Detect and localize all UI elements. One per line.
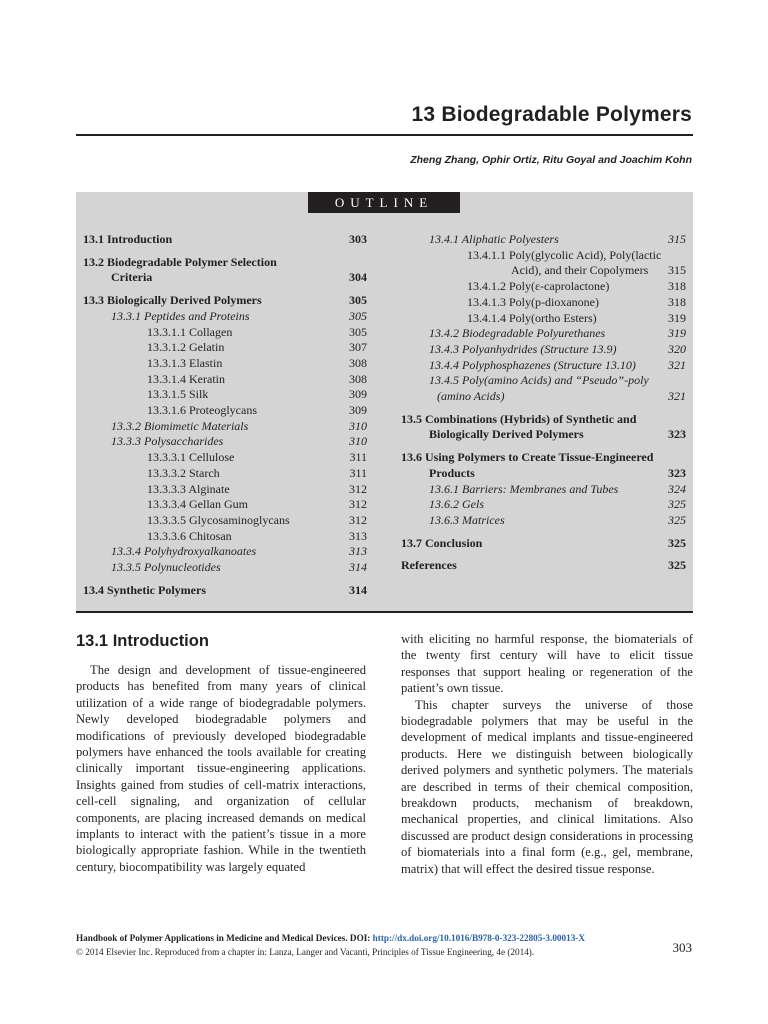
section-heading: 13.1 Introduction: [76, 632, 209, 650]
outline-entry-title: Acid), and their Copolymers: [511, 263, 649, 278]
outline-entry: [401, 326, 686, 342]
outline-entry-page: 310: [349, 418, 367, 433]
outline-entry: [401, 497, 686, 513]
outline-entry: [83, 482, 367, 498]
outline-entry-title: 13.4 Synthetic Polymers: [83, 582, 206, 597]
outline-entry-page: 319: [668, 326, 686, 341]
outline-entry: [401, 513, 686, 529]
outline-entry-page: 308: [349, 371, 367, 386]
outline-label: OUTLINE: [308, 192, 460, 213]
outline-entry: [401, 373, 686, 389]
outline-entry-page: 325: [668, 535, 686, 550]
outline-entry-title: Criteria: [111, 270, 153, 285]
outline-entry: [401, 295, 686, 311]
outline-entry: [83, 255, 367, 271]
outline-entry-title: 13.4.1.4 Poly(ortho Esters): [467, 310, 597, 325]
outline-entry: [401, 358, 686, 374]
outline-entry-title: 13.3.3.6 Chitosan: [147, 528, 232, 543]
body-paragraph: This chapter surveys the universe of those biodegradable polymers that may be useful in the development of medical implants and tissue-engineered products. Here we distinguish between biologically derived polymers and synthetic polymers. The materials are described in terms of their chemical composition, breakdown products, mechanism of breakdown, mechanical properties, and clinical limitations. Also discussed are product design considerations in processing of biomaterials into a final form (e.g., gel, membrane, matrix) that will effect the desired tissue response.: [401, 697, 693, 876]
outline-entry-title: 13.3.4 Polyhydroxyalkanoates: [111, 544, 257, 559]
outline-entry-page: 309: [349, 387, 367, 402]
body-left-column: [76, 662, 366, 875]
outline-entry-title: Products: [429, 465, 475, 480]
outline-entry-title: 13.3.5 Polynucleotides: [111, 560, 221, 575]
outline-entry-page: 320: [668, 341, 686, 356]
outline-entry-title: 13.4.1.2 Poly(ε-caprolactone): [467, 279, 610, 294]
outline-entry: [401, 536, 686, 552]
outline-entry-title: 13.3 Biologically Derived Polymers: [83, 293, 262, 308]
footer-book: Handbook of Polymer Applications in Medicine and Medical Devices. DOI:: [76, 933, 371, 943]
outline-entry-page: 305: [349, 308, 367, 323]
outline-entry-title: 13.6 Using Polymers to Create Tissue-Engineered: [401, 450, 654, 465]
outline-entry-page: 313: [349, 528, 367, 543]
outline-entry-title: 13.7 Conclusion: [401, 535, 483, 550]
outline-entry-page: 305: [349, 293, 367, 308]
outline-entry: [401, 482, 686, 498]
body-paragraph: with eliciting no harmful response, the biomaterials of the twenty first century will have to elicit tissue responses that support healing or regeneration of the patient’s own tissue.: [401, 632, 693, 696]
outline-entry-page: 321: [668, 389, 686, 404]
outline-entry-title: 13.6.1 Barriers: Membranes and Tubes: [429, 481, 619, 496]
outline-entry-page: 321: [668, 357, 686, 372]
outline-entry-page: 315: [668, 232, 686, 246]
outline-entry-title: 13.3.3.5 Glycosaminoglycans: [147, 512, 290, 527]
outline-entry: [401, 450, 686, 466]
outline-entry-title: 13.3.3.2 Starch: [147, 465, 220, 480]
outline-entry-title: 13.4.1 Aliphatic Polyesters: [429, 232, 559, 246]
outline-entry-title: 13.3.1.4 Keratin: [147, 371, 225, 386]
outline-entry: [83, 419, 367, 435]
outline-entry: [83, 466, 367, 482]
outline-entry: [83, 340, 367, 356]
outline-entry-page: 308: [349, 355, 367, 370]
outline-entry-page: 312: [349, 481, 367, 496]
doi-link[interactable]: http://dx.doi.org/10.1016/B978-0-323-22805-3.00013-X: [372, 933, 585, 943]
outline-entry-title: Biologically Derived Polymers: [429, 427, 584, 442]
outline-entry: [401, 558, 686, 574]
outline-entry-title: 13.3.1 Peptides and Proteins: [111, 308, 250, 323]
outline-entry-page: 318: [668, 294, 686, 309]
outline-entry-title: 13.1 Introduction: [83, 232, 173, 246]
outline-entry-title: 13.4.3 Polyanhydrides (Structure 13.9): [429, 341, 617, 356]
outline-entry-page: 325: [668, 558, 686, 573]
outline-entry-page: 312: [349, 497, 367, 512]
outline-entry: [83, 372, 367, 388]
outline-entry-title: 13.4.1.1 Poly(glycolic Acid), Poly(lactic: [467, 247, 662, 262]
page-footer: [76, 931, 585, 959]
outline-entry-page: 325: [668, 497, 686, 512]
outline-entry-title: 13.3.3.1 Cellulose: [147, 450, 235, 465]
outline-entry-title: (amino Acids): [437, 389, 505, 404]
outline-entry-title: 13.6.2 Gels: [429, 497, 484, 512]
outline-entry-page: 315: [668, 263, 686, 278]
outline-entry: [401, 427, 686, 443]
outline-entry-title: 13.4.4 Polyphosphazenes (Structure 13.10): [429, 357, 636, 372]
outline-entry-page: 313: [349, 544, 367, 559]
outline-entry-page: 311: [349, 450, 367, 465]
outline-entry: [83, 434, 367, 450]
outline-entry: [401, 342, 686, 358]
outline-entry-page: 304: [349, 270, 367, 285]
outline-entry-page: 324: [668, 481, 686, 496]
outline-entry-title: 13.4.1.3 Poly(p-dioxanone): [467, 294, 599, 309]
outline-entry: [83, 513, 367, 529]
outline-entry-page: 311: [349, 465, 367, 480]
outline-entry: [401, 279, 686, 295]
outline-entry-title: 13.3.3.4 Gellan Gum: [147, 497, 248, 512]
outline-entry: [83, 309, 367, 325]
outline-entry-page: 323: [668, 427, 686, 442]
body-right-column: [401, 631, 693, 877]
outline-left-column: [83, 232, 367, 598]
outline-entry: [83, 560, 367, 576]
outline-entry-title: 13.3.2 Biomimetic Materials: [111, 418, 249, 433]
body-paragraph: The design and development of tissue-engineered products has benefited from many years of clinical utilization of a wide range of biodegradable polymers. Newly developed biodegradable polymers and modifications of previously developed biodegradable polymers have enhanced the tools available for creating clinically important tissue-engineering applications. Insights gained from studies of cell-matrix interactions, cell-cell signaling, and organization of cellular components, are placing increased demands on medical implants to interact with the patient’s tissue in a more biologically appropriate fashion. While in the twentieth century, biocompatibility was largely equated: [76, 663, 366, 874]
outline-entry-title: 13.3.1.6 Proteoglycans: [147, 403, 257, 418]
outline-entry: [83, 387, 367, 403]
outline-entry-title: 13.4.2 Biodegradable Polyurethanes: [429, 326, 606, 341]
outline-entry-title: References: [401, 558, 457, 573]
outline-entry: [83, 325, 367, 341]
outline-entry-title: 13.6.3 Matrices: [429, 512, 505, 527]
outline-entry-page: 307: [349, 340, 367, 355]
outline-entry: [83, 450, 367, 466]
title-rule: [76, 134, 693, 136]
outline-entry: [83, 403, 367, 419]
outline-entry: [83, 270, 367, 286]
outline-entry-page: 318: [668, 279, 686, 294]
outline-entry-page: 309: [349, 403, 367, 418]
outline-entry: [83, 529, 367, 545]
outline-entry-page: 305: [349, 324, 367, 339]
outline-entry-title: 13.3.1.2 Gelatin: [147, 340, 225, 355]
outline-entry: [401, 311, 686, 327]
outline-entry-page: 310: [349, 434, 367, 449]
outline-entry-page: 325: [668, 512, 686, 527]
outline-entry-page: 314: [349, 560, 367, 575]
outline-entry: [83, 544, 367, 560]
outline-entry-title: 13.5 Combinations (Hybrids) of Synthetic and: [401, 411, 637, 426]
footer-copyright: © 2014 Elsevier Inc. Reproduced from a chapter in: Lanza, Langer and Vacanti, Principles of Tissue Engineering, 4e (2014).: [76, 947, 535, 957]
outline-entry: [401, 466, 686, 482]
outline-entry: [401, 412, 686, 428]
outline-entry-page: 303: [349, 232, 367, 246]
outline-entry: [83, 293, 367, 309]
outline-entry-title: 13.2 Biodegradable Polymer Selection: [83, 254, 277, 269]
outline-entry: [401, 232, 686, 248]
page-number: 303: [672, 940, 692, 955]
outline-entry-title: 13.3.1.3 Elastin: [147, 355, 223, 370]
chapter-authors: Zheng Zhang, Ophir Ortiz, Ritu Goyal and Joachim Kohn: [410, 154, 692, 166]
outline-entry-page: 312: [349, 512, 367, 527]
outline-entry-title: 13.3.3.3 Alginate: [147, 481, 230, 496]
chapter-title: 13 Biodegradable Polymers: [411, 103, 692, 126]
outline-entry: [83, 583, 367, 599]
outline-entry-title: 13.3.1.5 Silk: [147, 387, 209, 402]
outline-entry: [401, 248, 686, 264]
outline-entry: [401, 389, 686, 405]
outline-entry: [401, 263, 686, 279]
outline-right-column: [401, 232, 686, 574]
outline-entry: [83, 356, 367, 372]
outline-entry-page: 319: [668, 310, 686, 325]
outline-entry-page: 323: [668, 465, 686, 480]
outline-entry-title: 13.3.3 Polysaccharides: [111, 434, 224, 449]
outline-entry: [83, 232, 367, 248]
outline-entry-page: 314: [349, 582, 367, 597]
outline-entry-title: 13.3.1.1 Collagen: [147, 324, 233, 339]
outline-entry: [83, 497, 367, 513]
outline-entry-title: 13.4.5 Poly(amino Acids) and “Pseudo”-poly: [429, 373, 649, 388]
